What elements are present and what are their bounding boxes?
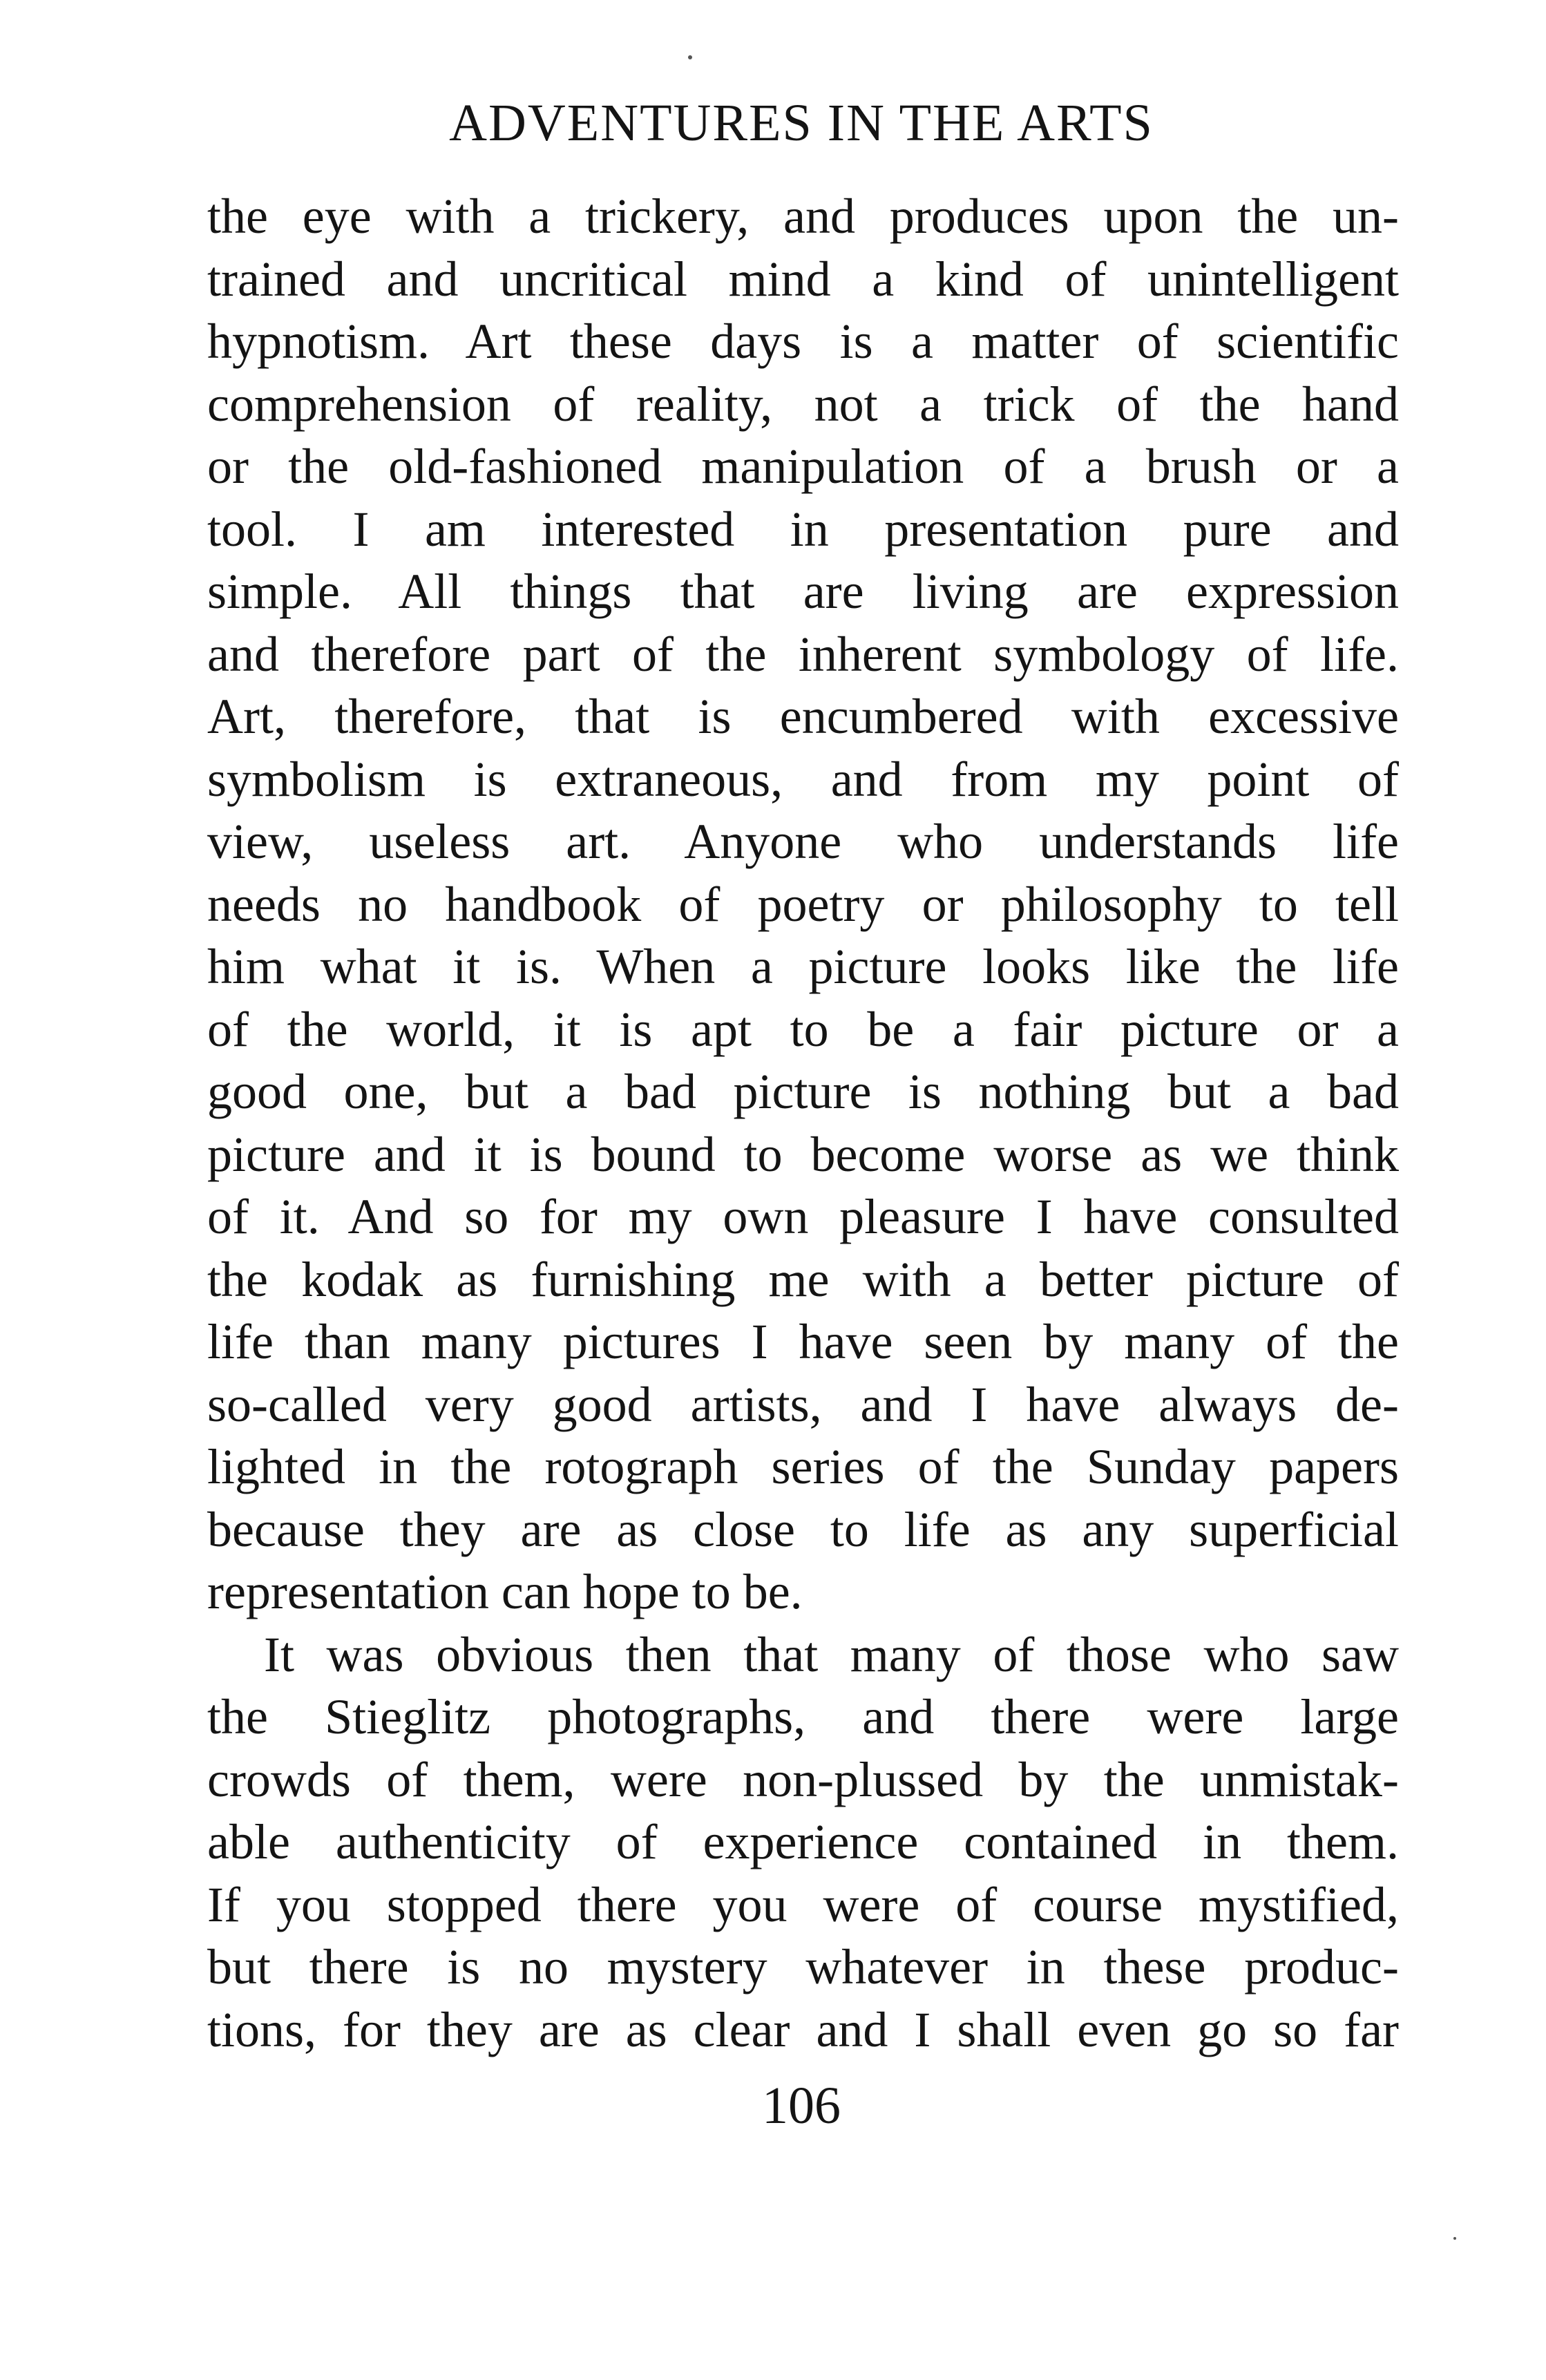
text-line: lighted in the rotograph series of the Sunday papers <box>207 1439 1399 1494</box>
text-line: because they are as close to life as any superficial <box>207 1501 1399 1557</box>
text-line: view, useless art. Anyone who understands life <box>207 814 1399 869</box>
text-line: crowds of them, were non-plussed by the unmistak- <box>207 1751 1399 1807</box>
text-line: symbolism is extraneous, and from my point of <box>207 751 1399 807</box>
text-line: needs no handbook of poetry or philosophy to tell <box>207 876 1399 932</box>
text-line: the kodak as furnishing me with a better picture of <box>207 1251 1399 1307</box>
text-line: tool. I am interested in presentation pure and <box>207 501 1399 557</box>
text-line: simple. All things that are living are expression <box>207 564 1399 619</box>
text-line: good one, but a bad picture is nothing but a bad <box>207 1064 1399 1119</box>
text-line: the Stieglitz photographs, and there were large <box>207 1689 1399 1744</box>
text-line: of the world, it is apt to be a fair picture or a <box>207 1001 1399 1057</box>
print-speck <box>688 55 692 59</box>
text-line: or the old-fashioned manipulation of a brush or a <box>207 439 1399 494</box>
text-line: life than many pictures I have seen by many of the <box>207 1314 1399 1369</box>
text-line: It was obvious then that many of those who saw <box>264 1626 1399 1682</box>
text-line: and therefore part of the inherent symbology of life. <box>207 626 1399 682</box>
text-line: him what it is. When a picture looks like the life <box>207 939 1399 994</box>
paragraph-1 <box>207 185 1399 1624</box>
paragraph-2 <box>207 1624 1399 2062</box>
text-line: picture and it is bound to become worse as we think <box>207 1126 1399 1182</box>
text-line: but there is no mystery whatever in these produc- <box>207 1939 1399 1995</box>
text-line: tions, for they are as clear and I shall even go so far <box>207 2001 1399 2057</box>
text-line: If you stopped there you were of course mystified, <box>207 1876 1399 1932</box>
text-line: able authenticity of experience contained in them. <box>207 1814 1399 1869</box>
text-line: representation can hope to be. <box>207 1564 803 1619</box>
page-number: 106 <box>762 2077 841 2135</box>
running-head: ADVENTURES IN THE ARTS <box>449 94 1154 152</box>
text-line: Art, therefore, that is encumbered with excessive <box>207 689 1399 744</box>
body-text <box>207 185 1399 2061</box>
text-line: hypnotism. Art these days is a matter of scientific <box>207 314 1399 369</box>
text-line: comprehension of reality, not a trick of the hand <box>207 376 1399 432</box>
print-speck <box>1453 2237 1456 2240</box>
text-line: of it. And so for my own pleasure I have consulted <box>207 1189 1399 1244</box>
text-line: the eye with a trickery, and produces upon the un- <box>207 189 1399 244</box>
text-line: so-called very good artists, and I have always de- <box>207 1376 1399 1432</box>
text-line: trained and uncritical mind a kind of unintelligent <box>207 251 1399 307</box>
